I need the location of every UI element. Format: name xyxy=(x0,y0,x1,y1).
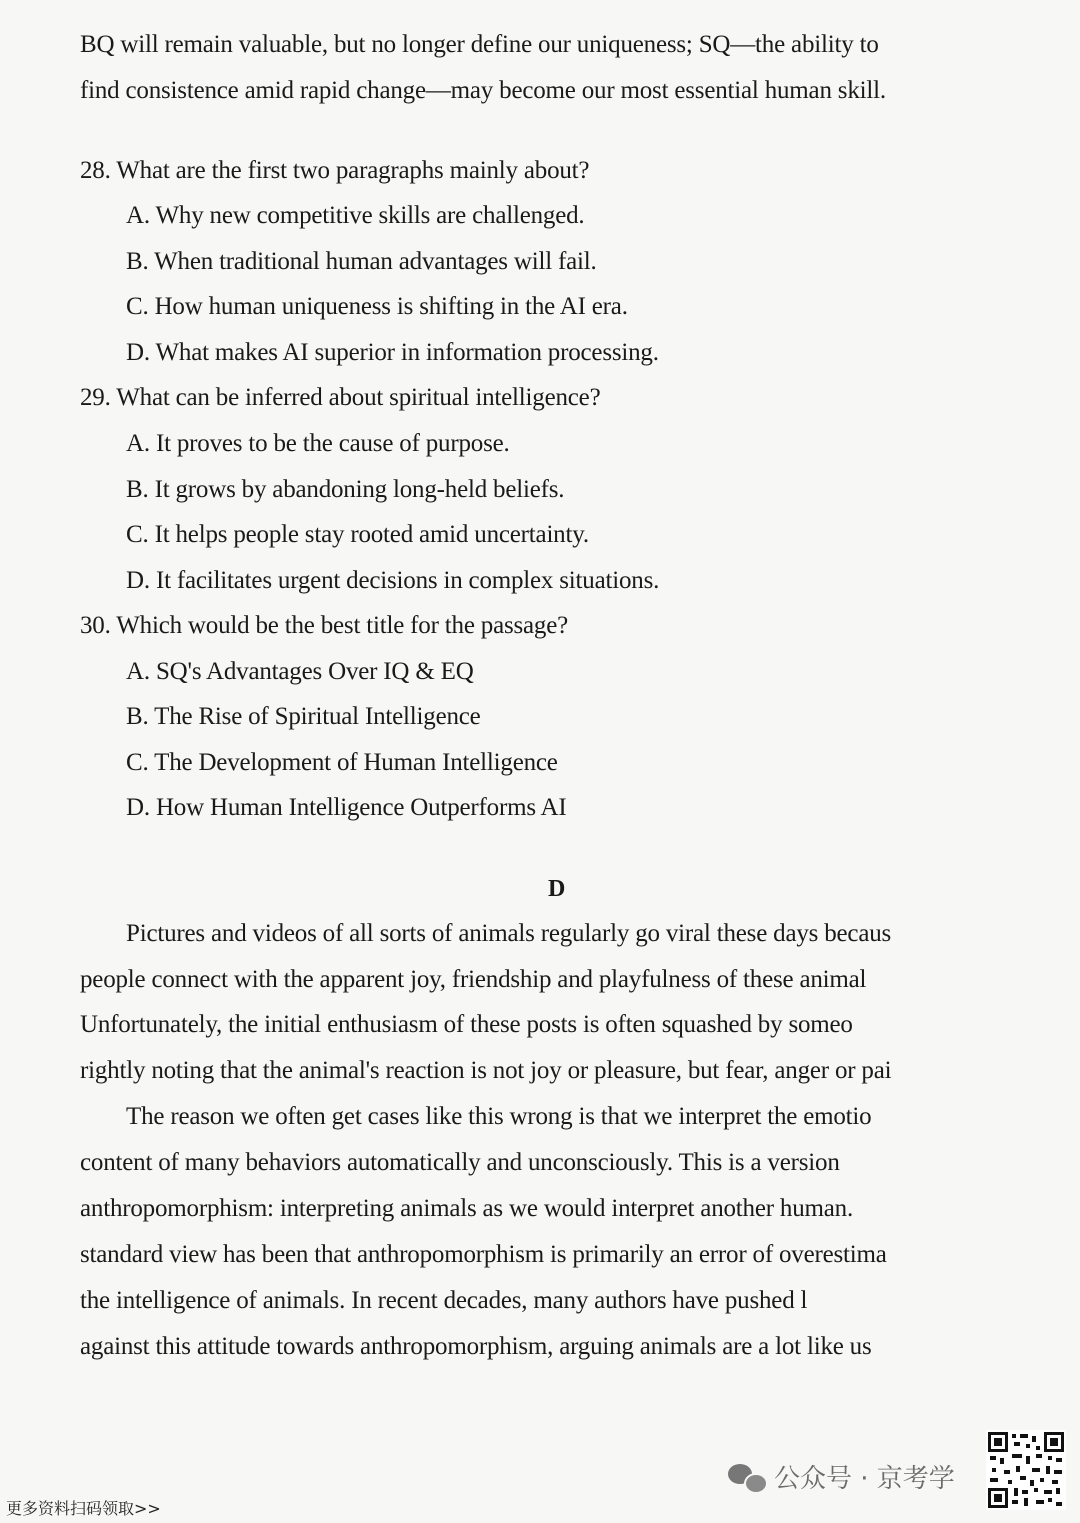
question-28-stem: 28. What are the first two paragraphs mainly about? xyxy=(80,157,590,184)
question-28-option-d: D. What makes AI superior in information processing. xyxy=(126,339,659,366)
section-d-line: anthropomorphism: interpreting animals as we would interpret another human. xyxy=(80,1195,854,1222)
question-30-option-c: C. The Development of Human Intelligence xyxy=(126,749,558,776)
question-29-stem: 29. What can be inferred about spiritual intelligence? xyxy=(80,384,601,411)
wechat-icon xyxy=(728,1462,766,1492)
section-d-line: Unfortunately, the initial enthusiasm of these posts is often squashed by someo xyxy=(80,1011,853,1038)
footer-link[interactable]: 更多资料扫码领取>> xyxy=(6,1499,161,1518)
question-30-stem: 30. Which would be the best title for the passage? xyxy=(80,612,569,639)
question-28-option-a: A. Why new competitive skills are challenged. xyxy=(126,202,585,229)
passage-line-1: BQ will remain valuable, but no longer define our uniqueness; SQ—the ability to xyxy=(80,31,879,58)
section-d-line: rightly noting that the animal's reaction is not joy or pleasure, but fear, anger or pai xyxy=(80,1057,892,1084)
question-30-option-b: B. The Rise of Spiritual Intelligence xyxy=(126,703,481,730)
question-29-option-c: C. It helps people stay rooted amid uncertainty. xyxy=(126,521,589,548)
section-heading: D xyxy=(548,876,566,902)
wechat-watermark xyxy=(728,1458,955,1495)
question-29-option-d: D. It facilitates urgent decisions in complex situations. xyxy=(126,567,660,594)
qr-code-icon xyxy=(986,1430,1066,1510)
watermark-text: 公众号 · 京考学 xyxy=(774,1464,955,1494)
section-d-line: the intelligence of animals. In recent decades, many authors have pushed l xyxy=(80,1287,808,1314)
section-d-line: standard view has been that anthropomorphism is primarily an error of overestima xyxy=(80,1241,887,1268)
question-29-option-a: A. It proves to be the cause of purpose. xyxy=(126,430,510,457)
section-d-line: Pictures and videos of all sorts of animals regularly go viral these days becaus xyxy=(126,920,892,947)
section-d-line: against this attitude towards anthropomorphism, arguing animals are a lot like us xyxy=(80,1333,872,1360)
question-28-option-c: C. How human uniqueness is shifting in the AI era. xyxy=(126,293,628,320)
question-30-option-d: D. How Human Intelligence Outperforms AI xyxy=(126,794,567,821)
question-28-option-b: B. When traditional human advantages will fail. xyxy=(126,248,597,275)
section-d-line: people connect with the apparent joy, friendship and playfulness of these animal xyxy=(80,966,867,993)
passage-line-2: find consistence amid rapid change—may become our most essential human skill. xyxy=(80,77,886,104)
section-d-line: content of many behaviors automatically and unconsciously. This is a version xyxy=(80,1149,840,1176)
section-d-line: The reason we often get cases like this wrong is that we interpret the emotio xyxy=(126,1103,872,1130)
qr-code[interactable] xyxy=(986,1430,1066,1510)
question-29-option-b: B. It grows by abandoning long-held beliefs. xyxy=(126,476,565,503)
question-30-option-a: A. SQ's Advantages Over IQ & EQ xyxy=(126,658,474,685)
